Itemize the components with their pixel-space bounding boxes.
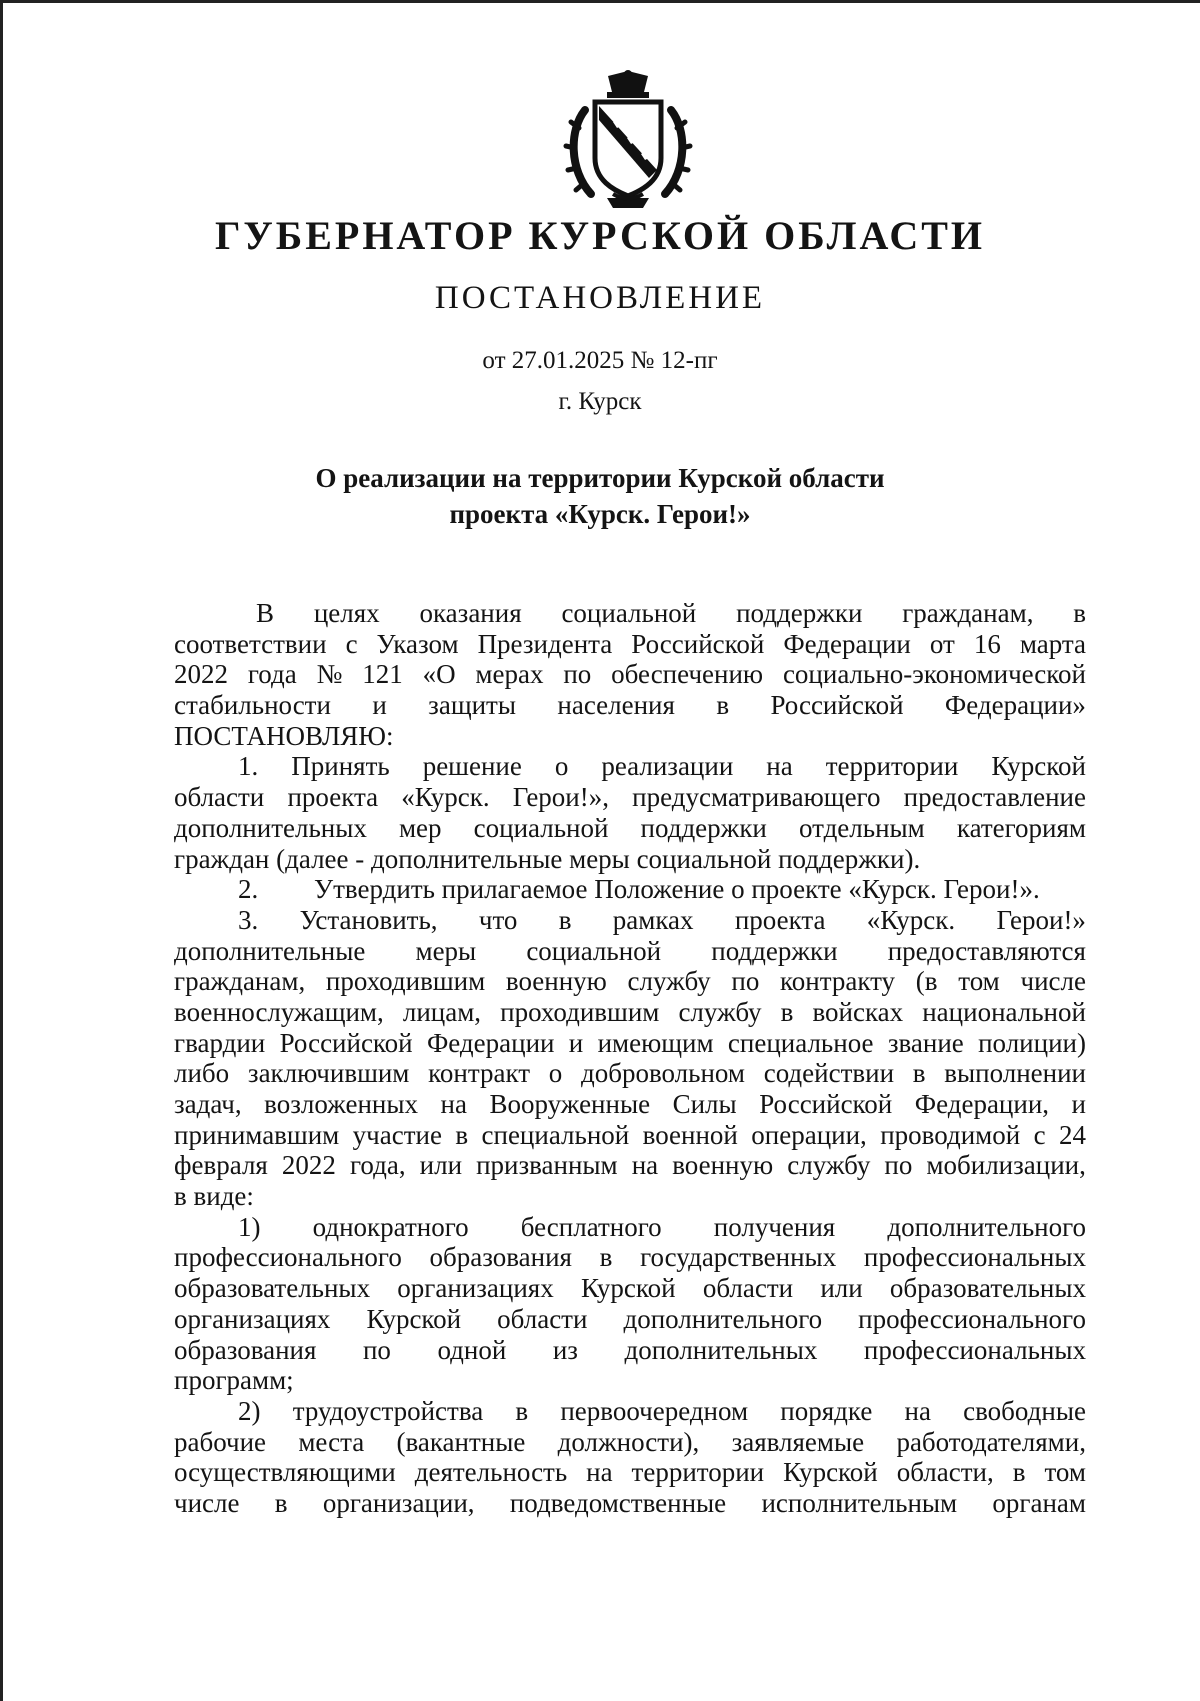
title-line: О реализации на территории Курской области	[315, 463, 885, 493]
preamble-line	[174, 659, 1086, 690]
word: том	[958, 966, 1000, 997]
word: Принять	[291, 751, 390, 782]
word: проходившим	[500, 996, 660, 1027]
word: Российской	[759, 1089, 893, 1119]
item-3-line	[174, 1058, 1086, 1089]
word: (в	[915, 966, 938, 997]
word: Курской	[366, 1303, 462, 1334]
word: в	[558, 904, 572, 935]
word: Указом	[376, 628, 459, 659]
word: предоставление	[903, 782, 1086, 813]
word: свободные	[963, 1395, 1086, 1426]
word: реализации	[601, 751, 734, 782]
word: военную	[505, 966, 607, 997]
word: специальной	[481, 1119, 630, 1150]
item-number: 1)	[238, 1211, 261, 1242]
word: военнослужащим,	[174, 996, 384, 1027]
subitem-1-line: программ;	[174, 1365, 294, 1396]
subitem-2-line	[174, 1457, 1086, 1488]
word: Федерации	[426, 1027, 555, 1058]
word: полиции)	[978, 1027, 1086, 1058]
word: службу	[787, 1150, 871, 1181]
word: задач,	[174, 1089, 242, 1119]
subitem-2-line	[174, 1488, 1086, 1519]
word: Российской	[279, 1027, 413, 1058]
word: гражданам,	[902, 598, 1034, 628]
item-2-line	[174, 874, 1086, 905]
document-number-date: от 27.01.2025 № 12-пг	[482, 347, 718, 374]
word: контракт	[428, 1058, 531, 1089]
word: первоочередном	[560, 1395, 749, 1426]
issuing-authority: ГУБЕРНАТОР КУРСКОЙ ОБЛАСТИ	[214, 213, 986, 258]
word: гвардии	[174, 1027, 266, 1058]
item-3-line: в виде:	[174, 1181, 254, 1212]
word: гражданам,	[174, 966, 306, 997]
word: образования	[429, 1242, 572, 1273]
word: на	[766, 751, 793, 782]
word: работодателями,	[896, 1426, 1086, 1457]
word: оказания	[419, 598, 522, 628]
word: области	[702, 1273, 794, 1304]
word: Российской	[631, 628, 765, 659]
word: проводимой	[880, 1119, 1021, 1150]
word: целях	[313, 598, 380, 628]
word: имеющим	[597, 1027, 714, 1058]
word: Президента	[477, 628, 613, 659]
word: года,	[349, 1150, 406, 1181]
word: Федерации»	[944, 690, 1086, 721]
subitem-1-line	[174, 1242, 1086, 1273]
word: области,	[896, 1457, 994, 1488]
word: или	[820, 1273, 863, 1304]
word: территории	[631, 1457, 765, 1488]
word: одной	[437, 1334, 507, 1365]
subitem-2-line	[174, 1427, 1086, 1458]
word: организациях	[174, 1303, 331, 1334]
word: дополнительных	[174, 812, 367, 843]
word: поддержки	[736, 598, 863, 628]
word: Курской	[783, 1457, 878, 1488]
word: из	[552, 1334, 578, 1365]
word: предоставляются	[887, 935, 1086, 966]
word: заключившим	[247, 1058, 410, 1089]
word: Курской	[580, 1273, 676, 1304]
word: должности),	[557, 1426, 700, 1457]
item-1-line	[174, 782, 1086, 813]
word: социальной	[561, 598, 697, 628]
word: органам	[992, 1487, 1086, 1518]
word: числе	[174, 1487, 240, 1518]
word: национальной	[922, 996, 1086, 1027]
item-1-line: граждан (далее - дополнительные меры социальной поддержки).	[174, 843, 921, 874]
document-body	[174, 598, 1086, 1519]
preamble-decree: ПОСТАНОВЛЯЮ:	[174, 720, 394, 751]
word: 2022	[174, 659, 228, 690]
word: от	[929, 628, 955, 659]
subitem-1-line	[174, 1335, 1086, 1366]
item-3-line	[174, 966, 1086, 997]
word: проходившим	[325, 966, 486, 997]
item-3-line	[174, 1089, 1086, 1120]
word: выполнении	[944, 1058, 1086, 1089]
word: Силы	[672, 1089, 737, 1119]
word: 24	[1058, 1119, 1086, 1150]
word: или	[419, 1150, 463, 1181]
item-1-line	[174, 813, 1086, 844]
item-3-line	[174, 997, 1086, 1028]
word: социальной	[473, 812, 609, 843]
word: населения	[557, 690, 675, 721]
word: защиты	[428, 690, 517, 721]
word: бесплатного	[520, 1211, 662, 1242]
item-number: 1.	[238, 751, 259, 782]
word: мобилизации,	[926, 1150, 1086, 1181]
word: области	[497, 1303, 588, 1334]
word: контракту	[780, 966, 896, 997]
word: на	[631, 1150, 659, 1181]
word: «О	[422, 659, 456, 690]
word: добровольном	[580, 1058, 745, 1089]
word: профессионального	[174, 1242, 402, 1273]
word: 121	[362, 659, 403, 690]
word: принимавшим	[174, 1119, 340, 1150]
word: на	[440, 1089, 467, 1119]
word: решение	[422, 751, 522, 782]
word: социально-экономической	[782, 659, 1086, 690]
word: государственных	[640, 1242, 837, 1273]
word: проекта	[287, 782, 379, 813]
word: социальной	[526, 935, 662, 966]
word: дополнительные	[174, 935, 366, 966]
preamble-line	[174, 690, 1086, 721]
word: образовательных	[174, 1273, 371, 1304]
word: и	[372, 690, 387, 721]
word: февраля	[174, 1150, 268, 1181]
word: на	[586, 1457, 613, 1488]
subitem-2-line	[174, 1396, 1086, 1427]
word: обеспечению	[611, 659, 764, 690]
word: Российской	[770, 690, 904, 721]
word: военную	[672, 1150, 774, 1181]
word: содействии	[763, 1058, 895, 1089]
word: дополнительных	[624, 1334, 818, 1365]
word: лицам,	[402, 996, 482, 1027]
document-city: г. Курск	[558, 388, 642, 415]
word: стабильности	[174, 690, 331, 721]
word: с	[345, 628, 358, 659]
word: трудоустройства	[292, 1395, 484, 1426]
word: образования	[174, 1334, 317, 1365]
word: отдельным	[798, 812, 925, 843]
word: осуществляющими	[174, 1457, 396, 1488]
preamble-line	[174, 629, 1086, 660]
word: порядке	[780, 1395, 873, 1426]
word: Установить,	[299, 904, 438, 935]
word: участие	[352, 1119, 442, 1150]
item-2-text: Утвердить прилагаемое Положение о проекте «Курск. Герои!».	[314, 874, 1040, 905]
word: и	[568, 1027, 584, 1058]
word: №	[316, 659, 343, 690]
item-3-line	[174, 1150, 1086, 1181]
word: в	[716, 690, 730, 721]
word: дополнительного	[623, 1303, 823, 1334]
word: места	[298, 1426, 365, 1457]
word: операции,	[751, 1119, 867, 1150]
word: Вооруженные	[489, 1089, 651, 1119]
word: «Курск.	[401, 782, 490, 813]
item-3-line	[174, 1028, 1086, 1059]
word: организациях	[397, 1273, 554, 1304]
document-title	[0, 460, 1200, 532]
subitem-1-line	[174, 1212, 1086, 1243]
word: «Курск.	[866, 904, 956, 935]
word: поддержки	[640, 812, 767, 843]
word: 2022	[281, 1150, 336, 1181]
scan-edge-top	[0, 0, 1200, 3]
item-number: 3.	[238, 904, 259, 935]
word: дополнительного	[887, 1211, 1086, 1242]
word: исполнительным	[761, 1487, 958, 1518]
word: том	[1044, 1457, 1086, 1488]
item-3-line	[174, 1120, 1086, 1151]
word: территории	[825, 751, 959, 782]
word: звание	[887, 1027, 964, 1058]
word: марта	[1019, 628, 1086, 659]
word: рамках	[612, 904, 694, 935]
word: в	[1012, 1457, 1026, 1488]
word: деятельность	[414, 1457, 568, 1488]
item-number: 2.	[238, 874, 259, 905]
word: предусматривающего	[632, 782, 881, 813]
word: в	[599, 1242, 613, 1273]
word: Герои!»	[996, 904, 1086, 935]
word: по	[731, 966, 760, 997]
word: мер	[398, 812, 442, 843]
word: на	[904, 1395, 931, 1426]
word: военной	[642, 1119, 738, 1150]
word: по	[563, 659, 592, 690]
word: 16	[973, 628, 1001, 659]
subitem-1-line	[174, 1273, 1086, 1304]
word: что	[478, 904, 518, 935]
word: Федерации	[783, 628, 911, 659]
word: в	[515, 1395, 529, 1426]
word: по	[362, 1334, 391, 1365]
word: года	[247, 659, 297, 690]
word: Федерации,	[914, 1089, 1050, 1119]
word: соответствии	[174, 628, 327, 659]
word: службу	[678, 996, 762, 1027]
word: и	[1071, 1089, 1086, 1119]
word: специальное	[727, 1027, 874, 1058]
word: Курской	[991, 751, 1086, 782]
subitem-1-line	[174, 1304, 1086, 1335]
word: Герои!»,	[512, 782, 609, 813]
word: в	[1073, 598, 1086, 628]
word: в	[780, 996, 794, 1027]
word: войсках	[812, 996, 904, 1027]
word: числе	[1020, 966, 1086, 997]
word: профессиональных	[863, 1242, 1086, 1273]
word: возложенных	[264, 1089, 418, 1119]
word: получения	[713, 1211, 836, 1242]
word: В	[256, 598, 275, 628]
word: организации,	[322, 1487, 475, 1518]
item-3-line	[174, 905, 1086, 936]
word: с	[1033, 1119, 1046, 1150]
item-1-line	[174, 751, 1086, 782]
word: службу	[627, 966, 711, 997]
preamble-line	[174, 598, 1086, 629]
word: в	[455, 1119, 469, 1150]
item-3-line	[174, 936, 1086, 967]
word: заявляемые	[731, 1426, 865, 1457]
document-type: ПОСТАНОВЛЕНИЕ	[434, 280, 766, 316]
word: (вакантные	[396, 1426, 526, 1457]
word: профессиональных	[863, 1334, 1086, 1365]
word: в	[274, 1487, 288, 1518]
word: подведомственные	[509, 1487, 727, 1518]
word: однократного	[312, 1211, 469, 1242]
title-line: проекта «Курск. Герои!»	[449, 499, 751, 529]
word: о	[554, 751, 569, 782]
word: в	[912, 1058, 926, 1089]
word: образовательных	[889, 1273, 1086, 1304]
word: области	[174, 782, 265, 813]
coat-of-arms-icon	[563, 70, 693, 210]
word: рабочие	[174, 1426, 267, 1457]
word: о	[548, 1058, 563, 1089]
word: меры	[415, 935, 477, 966]
word: мерах	[475, 659, 544, 690]
item-number: 2)	[238, 1395, 261, 1426]
word: проекта	[734, 904, 826, 935]
word: категориям	[956, 812, 1086, 843]
word: профессионального	[858, 1303, 1086, 1334]
word: по	[884, 1150, 913, 1181]
word: поддержки	[711, 935, 838, 966]
word: призванным	[476, 1150, 618, 1181]
word: либо	[174, 1058, 230, 1089]
